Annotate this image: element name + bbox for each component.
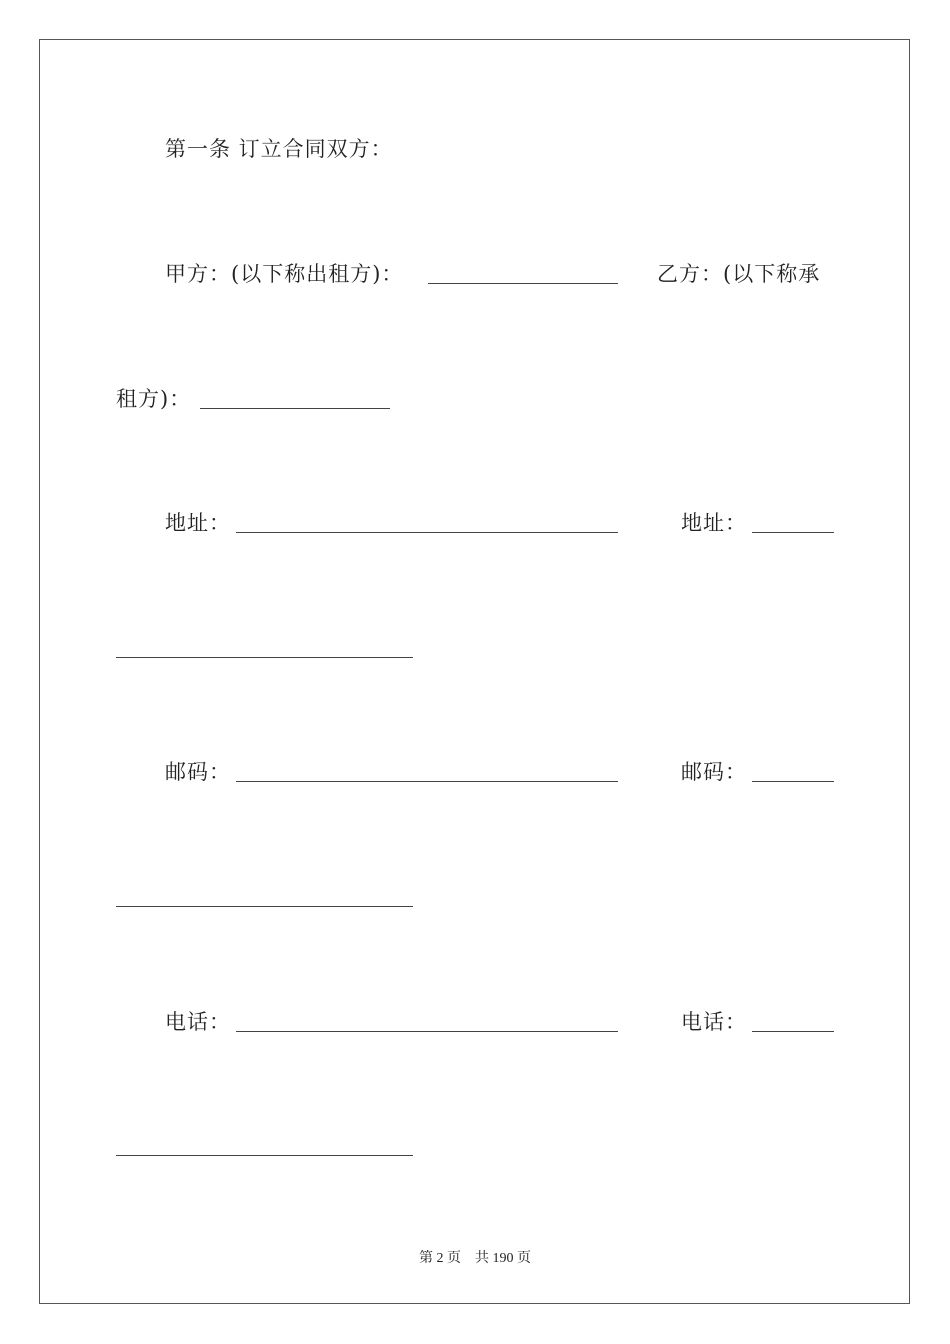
party-a-postcode-label: 邮码：	[165, 760, 231, 784]
party-b-address-blank[interactable]	[752, 532, 834, 533]
party-b-phone-blank-continued[interactable]	[116, 1155, 413, 1156]
party-a-postcode-blank[interactable]	[236, 781, 618, 782]
party-b-blank[interactable]	[200, 408, 390, 409]
party-b-postcode-blank-continued[interactable]	[116, 906, 413, 907]
party-b-phone-blank[interactable]	[752, 1031, 834, 1032]
party-a-address-label: 地址：	[165, 511, 231, 535]
article-heading: 第一条 订立合同双方：	[165, 137, 393, 161]
party-b-postcode-blank[interactable]	[752, 781, 834, 782]
party-a-label: 甲方：(以下称出租方)：	[165, 262, 404, 286]
page-number: 第 2 页 共 190 页	[419, 1251, 531, 1266]
party-a-phone-label: 电话：	[165, 1010, 231, 1034]
party-b-postcode-label: 邮码：	[681, 760, 747, 784]
party-b-address-label: 地址：	[681, 511, 747, 535]
party-b-label: 乙方：(以下称承	[657, 262, 821, 286]
page-frame	[39, 39, 910, 1304]
party-b-address-blank-continued[interactable]	[116, 657, 413, 658]
party-a-blank[interactable]	[428, 283, 618, 284]
party-b-phone-label: 电话：	[681, 1010, 747, 1034]
party-a-address-blank[interactable]	[236, 532, 618, 533]
party-a-phone-blank[interactable]	[236, 1031, 618, 1032]
party-b-label-continued: 租方)：	[116, 387, 192, 411]
